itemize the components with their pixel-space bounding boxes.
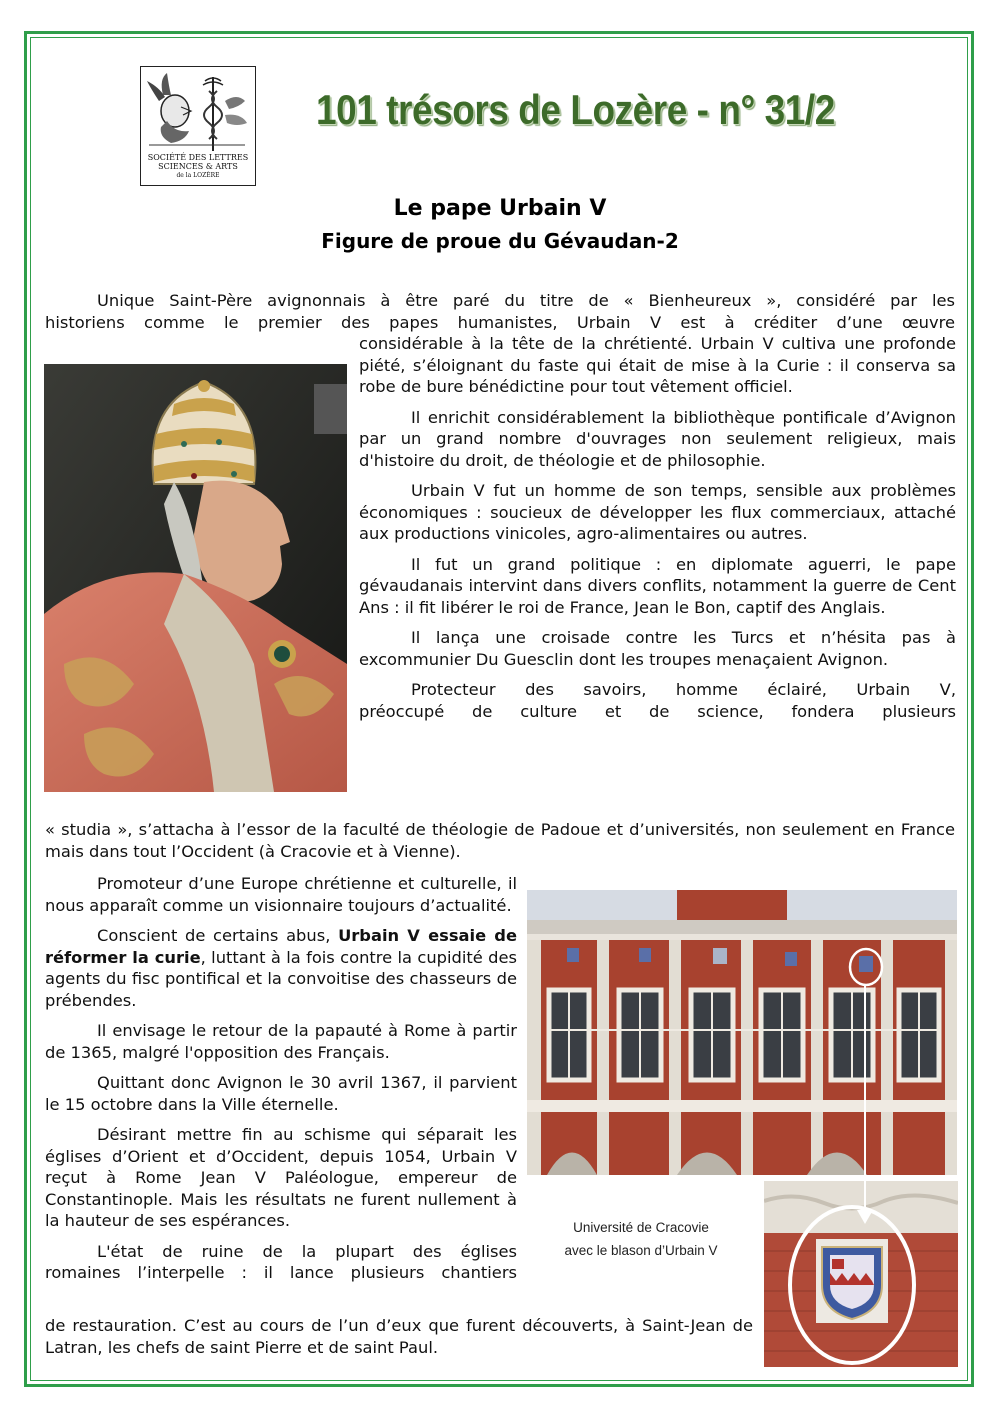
pope-portrait-image — [44, 364, 347, 792]
paragraph-avignon: Quittant donc Avignon le 30 avril 1367, il parvient le 15 octobre dans la Ville éternelle. — [45, 1073, 517, 1114]
society-logo — [140, 66, 256, 186]
ruine-line-1: L'état de ruine de la plupart des églises — [97, 1241, 517, 1261]
intro-continued: considérable à la tête de la chrétienté. Urbain V cultiva une profonde piété, s’éloignant du faste qui était de mise à la Curie : il conserva sa robe de bure bénédictine pour tout vêtement officiel. — [359, 334, 956, 396]
savoirs-line-1: Protecteur des savoirs, homme éclairé, Urbain V, — [411, 680, 956, 699]
pointer-arrow-head-icon — [857, 1210, 873, 1224]
intro-top — [45, 290, 955, 333]
intro-line-2: historiens comme le premier des papes humanistes, Urbain V est à créditer d’une œuvre — [45, 312, 955, 332]
figure-caption-line-2: avec le blason d’Urbain V — [564, 1243, 718, 1258]
paragraph-curie — [45, 925, 517, 1011]
article-subtitle: Figure de proue du Gévaudan-2 — [321, 229, 679, 253]
article-title: Le pape Urbain V — [393, 196, 607, 221]
ruine-line-2: romaines l’interpelle : il lance plusieurs chantiers — [45, 1263, 517, 1282]
paragraph-rome: Il envisage le retour de la papauté à Rome à partir de 1365, malgré l'opposition des Français. — [45, 1021, 517, 1062]
urbain-v-crest-photo — [764, 1181, 958, 1367]
paragraph-schisme: Désirant mettre fin au schisme qui séparait les églises d’Orient et d’Occident, depuis 1054, Urbain V reçut à Rome Jean V Paléologue, empereur de Constantinople. Mais les résultats ne furent nullement à la hauteur de ses espérances. — [45, 1125, 517, 1230]
logo-line-1: SOCIÉTÉ DES LETTRES — [147, 153, 249, 162]
savoirs-line-2: préoccupé de culture et de science, fondera plusieurs — [359, 701, 956, 721]
figure-caption-line-1: Université de Cracovie — [573, 1220, 709, 1235]
intro-line-1: Unique Saint-Père avignonnais à être paré du titre de « Bienheureux », considéré par les — [97, 291, 955, 310]
paragraph-europe: Promoteur d’une Europe chrétienne et culturelle, il nous apparaît comme un visionnaire toujours d’actualité. — [45, 874, 517, 915]
krakow-university-photo — [527, 890, 957, 1175]
hermes-emblem-icon — [145, 71, 251, 153]
right-column — [359, 333, 956, 722]
curie-text-before: Conscient de certains abus, — [97, 926, 339, 945]
savoirs-continued — [45, 819, 955, 862]
ruine-continued — [45, 1315, 753, 1358]
pointer-arrow-line — [864, 985, 866, 1213]
ruine-rest: de restauration. C’est au cours de l’un d’eux que furent découverts, à Saint-Jean de Latran, les chefs de saint Pierre et de saint Paul. — [45, 1316, 753, 1357]
savoirs-rest: « studia », s’attacha à l’essor de la faculté de théologie de Padoue et d’universités, non seulement en France mais dans tout l’Occident (à Cracovie et à Vienne). — [45, 820, 955, 861]
paragraph-economie: Urbain V fut un homme de son temps, sensible aux problèmes économiques : soucieux de développer les flux commerciaux, attaché aux productions vinicoles, agro-alimentaires ou autres. — [359, 481, 956, 543]
left-column — [45, 873, 517, 1284]
logo-line-3: de la LOZÈRE — [176, 172, 220, 179]
curie-text-after: , luttant à la fois contre la cupidité des agents du fisc pontifical et la convoitise des chasseurs de prébendes. — [45, 947, 517, 1010]
paragraph-croisade: Il lança une croisade contre les Turcs et n’hésita pas à excommunier Du Guesclin dont les troupes menaçaient Avignon. — [359, 628, 956, 669]
curie-text-bold: Urbain V essaie de réformer la curie — [45, 926, 517, 967]
paragraph-politique: Il fut un grand politique : en diplomate aguerri, le pape gévaudanais intervint dans divers conflits, notamment la guerre de Cent Ans : il fit libérer le roi de France, Jean le Bon, captif des Anglais. — [359, 554, 956, 617]
paragraph-bibliotheque: Il enrichit considérablement la bibliothèque pontificale d’Avignon par un grand nombre d'ouvrages non seulement religieux, mais d'histoire du droit, de théologie et de philosophie. — [359, 407, 956, 470]
logo-line-2: SCIENCES & ARTS — [158, 162, 238, 171]
page-title: 101 trésors de Lozère - n° 31/2 — [316, 86, 835, 133]
